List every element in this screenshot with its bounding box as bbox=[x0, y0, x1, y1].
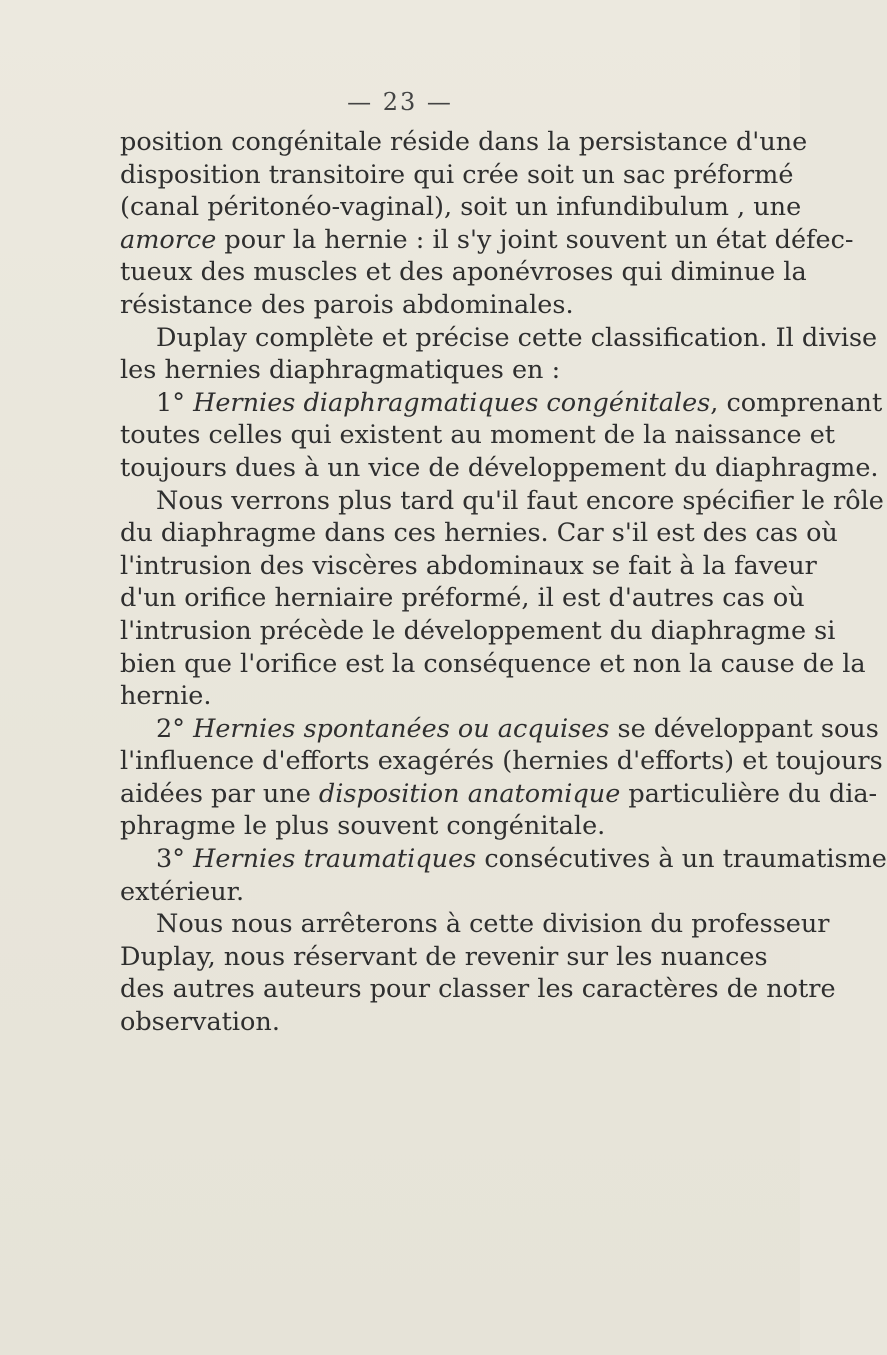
text-run: phragme le plus souvent congénitale. bbox=[120, 811, 606, 842]
text-line bbox=[120, 843, 887, 876]
text-line bbox=[120, 517, 838, 550]
text-run: disposition transitoire qui crée soit un sac préformé bbox=[120, 159, 794, 190]
text-run: les hernies diaphragmatiques en : bbox=[120, 355, 561, 386]
italic-term: amorce bbox=[120, 224, 217, 255]
text-run: Nous verrons plus tard qu'il faut encore spécifier le rôle bbox=[156, 485, 884, 516]
text-line bbox=[120, 778, 878, 811]
text-run: se développant sous bbox=[609, 713, 879, 744]
text-run: Duplay complète et précise cette classification. Il divise bbox=[156, 322, 878, 353]
text-line bbox=[120, 452, 879, 485]
italic-term: Hernies traumatiques bbox=[193, 844, 477, 875]
text-run: des autres auteurs pour classer les caractères de notre bbox=[120, 974, 836, 1005]
text-line bbox=[120, 126, 808, 159]
text-run: toujours dues à un vice de développement du diaphragme. bbox=[120, 452, 879, 483]
text-line bbox=[120, 908, 830, 941]
text-run: du diaphragme dans ces hernies. Car s'il est des cas où bbox=[120, 518, 838, 549]
text-line bbox=[120, 713, 879, 746]
text-run: Duplay, nous réservant de revenir sur les nuances bbox=[120, 941, 768, 972]
text-run: toutes celles qui existent au moment de la naissance et bbox=[120, 420, 836, 451]
text-run: d'un orifice herniaire préformé, il est d'autres cas où bbox=[120, 583, 805, 614]
text-line bbox=[120, 745, 883, 778]
text-line bbox=[120, 159, 794, 192]
text-line bbox=[120, 876, 760, 909]
text-run: 1° bbox=[156, 387, 194, 418]
italic-term: disposition anatomique bbox=[318, 778, 621, 809]
text-line bbox=[120, 941, 768, 974]
text-run: aidées par une bbox=[120, 778, 319, 809]
text-line bbox=[120, 582, 805, 615]
italic-term: Hernies spontanées ou acquises bbox=[193, 713, 610, 744]
text-run: résistance des parois abdominales. bbox=[120, 289, 574, 320]
text-run: hernie. bbox=[120, 681, 212, 712]
text-line bbox=[120, 354, 760, 387]
text-run: bien que l'orifice est la conséquence et non la cause de la bbox=[120, 648, 866, 679]
text-run: observation. bbox=[120, 1007, 280, 1038]
text-run: l'intrusion précède le développement du diaphragme si bbox=[120, 615, 836, 646]
text-line bbox=[120, 550, 817, 583]
text-line bbox=[120, 648, 866, 681]
text-line bbox=[120, 973, 836, 1006]
text-run: l'influence d'efforts exagérés (hernies d'efforts) et toujours bbox=[120, 746, 883, 777]
text-line bbox=[120, 322, 878, 355]
italic-term: Hernies diaphragmatiques congénitales bbox=[193, 387, 711, 418]
body-text bbox=[120, 126, 887, 1039]
text-run: tueux des muscles et des aponévroses qui diminue la bbox=[120, 257, 807, 288]
text-run: consécutives à un traumatisme bbox=[476, 844, 887, 875]
text-line bbox=[120, 485, 884, 518]
text-run: 2° bbox=[156, 713, 194, 744]
text-line bbox=[120, 810, 760, 843]
text-run: Nous nous arrêterons à cette division du professeur bbox=[156, 909, 830, 940]
text-line bbox=[120, 191, 802, 224]
text-run: , comprenant bbox=[710, 387, 883, 418]
text-line bbox=[120, 419, 836, 452]
text-run: extérieur. bbox=[120, 876, 245, 907]
text-line bbox=[120, 256, 807, 289]
text-run: 3° bbox=[156, 844, 194, 875]
text-line bbox=[120, 387, 883, 420]
page-number: — 23 — bbox=[347, 88, 453, 116]
text-run: position congénitale réside dans la persistance d'une bbox=[120, 127, 808, 157]
text-run: (canal péritonéo-vaginal), soit un infundibulum , une bbox=[120, 192, 802, 223]
text-line bbox=[120, 615, 836, 648]
text-line bbox=[120, 680, 760, 713]
text-line bbox=[120, 224, 854, 257]
text-line bbox=[120, 289, 760, 322]
text-line bbox=[120, 1006, 760, 1039]
text-run: pour la hernie : il s'y joint souvent un état défec- bbox=[216, 224, 854, 255]
text-run: l'intrusion des viscères abdominaux se fait à la faveur bbox=[120, 550, 817, 581]
text-run: particulière du dia- bbox=[620, 778, 878, 809]
